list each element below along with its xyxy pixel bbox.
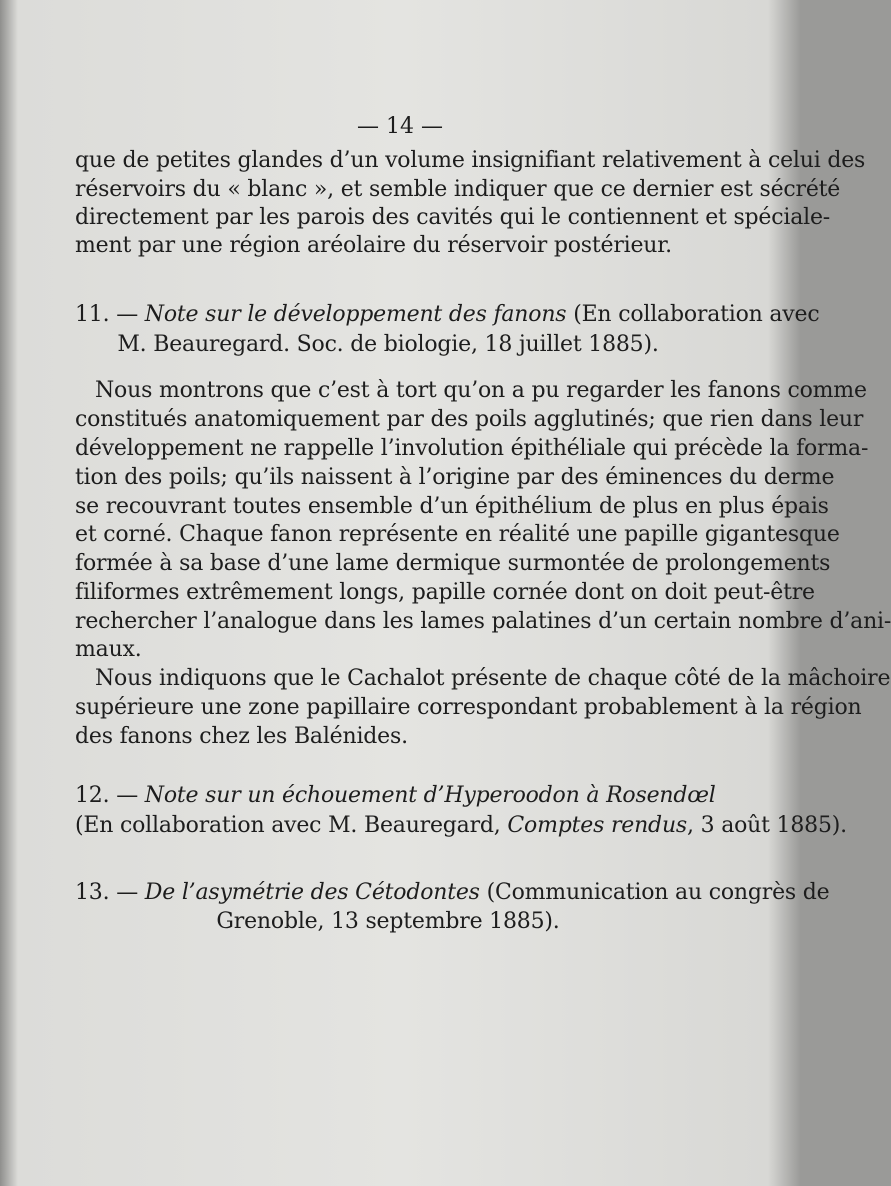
- text-line: Nous montrons que c’est à tort qu’on a pu regarder les fanons comme: [95, 378, 867, 403]
- text-line: réservoirs du « blanc », et semble indiquer que ce dernier est sécrété: [75, 177, 841, 202]
- text-line: Nous indiquons que le Cachalot présente de chaque côté de la mâchoire: [95, 666, 891, 691]
- entry-13-heading: 13. — De l’asymétrie des Cétodontes (Communication au congrès de: [75, 880, 830, 905]
- entry-12-heading: 12. — Note sur un échouement d’Hyperoodon à Rosendœl: [75, 783, 716, 808]
- text-line: développement ne rappelle l’involution épithéliale qui précède la forma-: [75, 436, 869, 461]
- text-line: rechercher l’analogue dans les lames palatines d’un certain nombre d’ani-: [75, 609, 891, 634]
- text-line: constitués anatomiquement par des poils agglutinés; que rien dans leur: [75, 407, 864, 432]
- text-line: des fanons chez les Balénides.: [75, 724, 408, 749]
- text-line: directement par les parois des cavités qui le contiennent et spéciale-: [75, 205, 831, 230]
- entry-11-heading: 11. — Note sur le développement des fanons (En collaboration avec: [75, 302, 820, 327]
- text-line: filiformes extrêmement longs, papille cornée dont on doit peut-être: [75, 580, 815, 605]
- text-line: se recouvrant toutes ensemble d’un épithélium de plus en plus épais: [75, 494, 829, 519]
- text-line: et corné. Chaque fanon représente en réalité une papille gigantesque: [75, 522, 840, 547]
- text-line: supérieure une zone papillaire correspondant probablement à la région: [75, 695, 862, 720]
- entry-12-citation: (En collaboration avec M. Beauregard, Comptes rendus, 3 août 1885).: [75, 813, 847, 838]
- entry-11-citation: M. Beauregard. Soc. de biologie, 18 juillet 1885).: [117, 332, 659, 357]
- text-line: ment par une région aréolaire du réservoir postérieur.: [75, 233, 672, 258]
- text-line: tion des poils; qu’ils naissent à l’origine par des éminences du derme: [75, 465, 835, 490]
- page-number: — 14 —: [357, 114, 443, 139]
- text-line: que de petites glandes d’un volume insignifiant relativement à celui des: [75, 148, 866, 173]
- entry-13-citation: Grenoble, 13 septembre 1885).: [216, 909, 560, 934]
- text-line: formée à sa base d’une lame dermique surmontée de prolongements: [75, 551, 831, 576]
- text-line: maux.: [75, 637, 142, 662]
